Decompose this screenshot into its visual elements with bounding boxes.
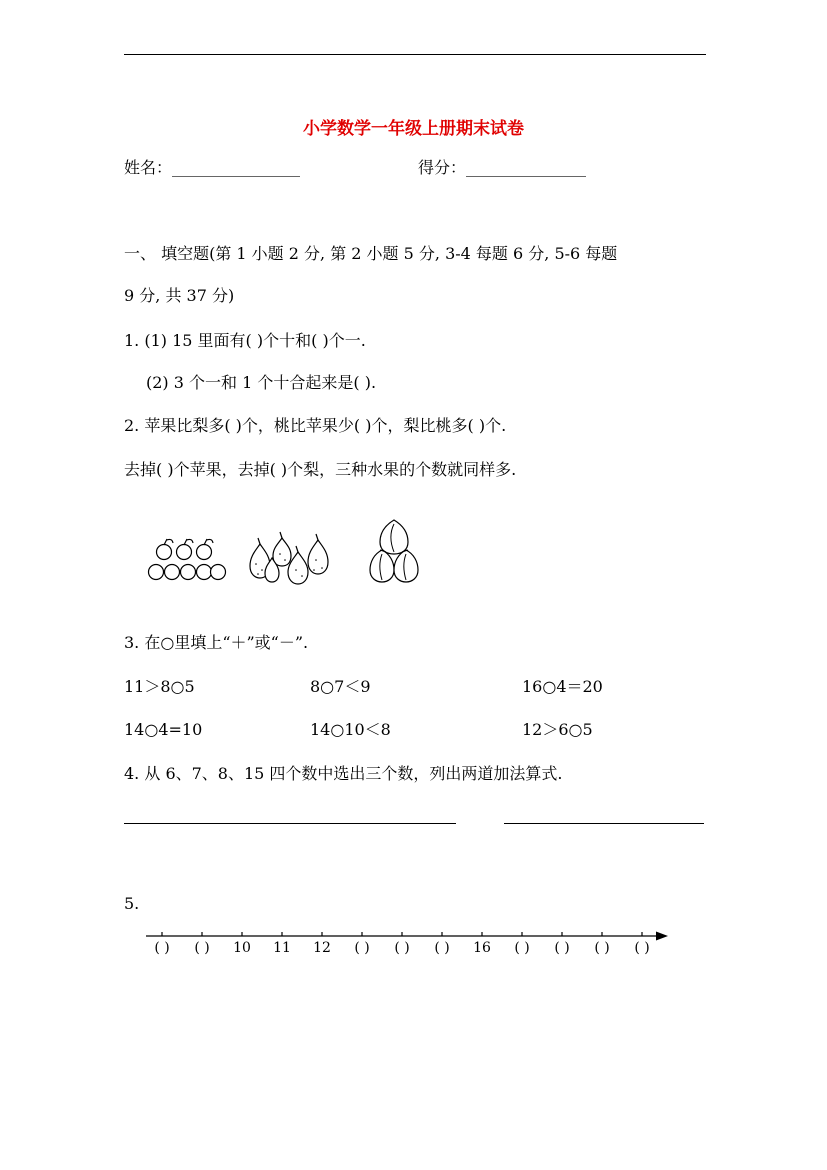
number-line-label: 11 xyxy=(273,940,291,956)
q3-row2-item1: 14○4=10 xyxy=(124,720,203,739)
q3-instruction: 3. 在○里填上“＋”或“－”. xyxy=(124,633,309,652)
number-line-label: ( ) xyxy=(634,940,650,956)
apples-illustration xyxy=(146,534,228,586)
section1-heading-line1: 一、 填空题(第 1 小题 2 分, 第 2 小题 5 分, 3-4 每题 6 分, 5-6 每题 xyxy=(124,244,618,263)
page-title: 小学数学一年级上册期末试卷 xyxy=(303,119,524,139)
number-line-label: ( ) xyxy=(154,940,170,956)
q5-number: 5. xyxy=(124,894,140,913)
number-line-label: ( ) xyxy=(394,940,410,956)
number-line-label: ( ) xyxy=(554,940,570,956)
number-line-label: ( ) xyxy=(194,940,210,956)
q3-row1-item3: 16○4＝20 xyxy=(522,677,603,696)
q2-line1: 2. 苹果比梨多( )个，桃比苹果少( )个，梨比桃多( )个. xyxy=(124,416,507,435)
q4-answer-line-2 xyxy=(504,823,704,824)
q4-answer-line-1 xyxy=(124,823,456,824)
number-line-label: 16 xyxy=(473,940,491,956)
number-line-label: ( ) xyxy=(514,940,530,956)
q3-row1-item1: 11＞8○5 xyxy=(124,677,195,696)
q1-part1: 1. (1) 15 里面有( )个十和( )个一. xyxy=(124,331,366,350)
name-field-label: 姓名：________________ xyxy=(124,158,301,177)
number-line xyxy=(140,926,670,956)
number-line-label: 12 xyxy=(313,940,331,956)
number-line-label: ( ) xyxy=(594,940,610,956)
q3-row1-item2: 8○7＜9 xyxy=(310,677,371,696)
pears-illustration xyxy=(244,530,332,590)
score-field-label: 得分：_______________ xyxy=(418,158,587,177)
q2-line2: 去掉( )个苹果，去掉( )个梨，三种水果的个数就同样多. xyxy=(124,460,517,479)
number-line-label: 10 xyxy=(233,940,251,956)
section1-heading-line2: 9 分, 共 37 分) xyxy=(124,286,235,305)
q4-instruction: 4. 从 6、7、8、15 四个数中选出三个数，列出两道加法算式. xyxy=(124,764,563,783)
q1-part2: (2) 3 个一和 1 个十合起来是( ). xyxy=(146,373,377,392)
q3-row2-item3: 12＞6○5 xyxy=(522,720,593,739)
q3-row2-item2: 14○10＜8 xyxy=(310,720,391,739)
number-line-label: ( ) xyxy=(434,940,450,956)
number-line-label: ( ) xyxy=(354,940,370,956)
top-rule xyxy=(124,54,706,55)
peaches-illustration xyxy=(366,516,424,586)
